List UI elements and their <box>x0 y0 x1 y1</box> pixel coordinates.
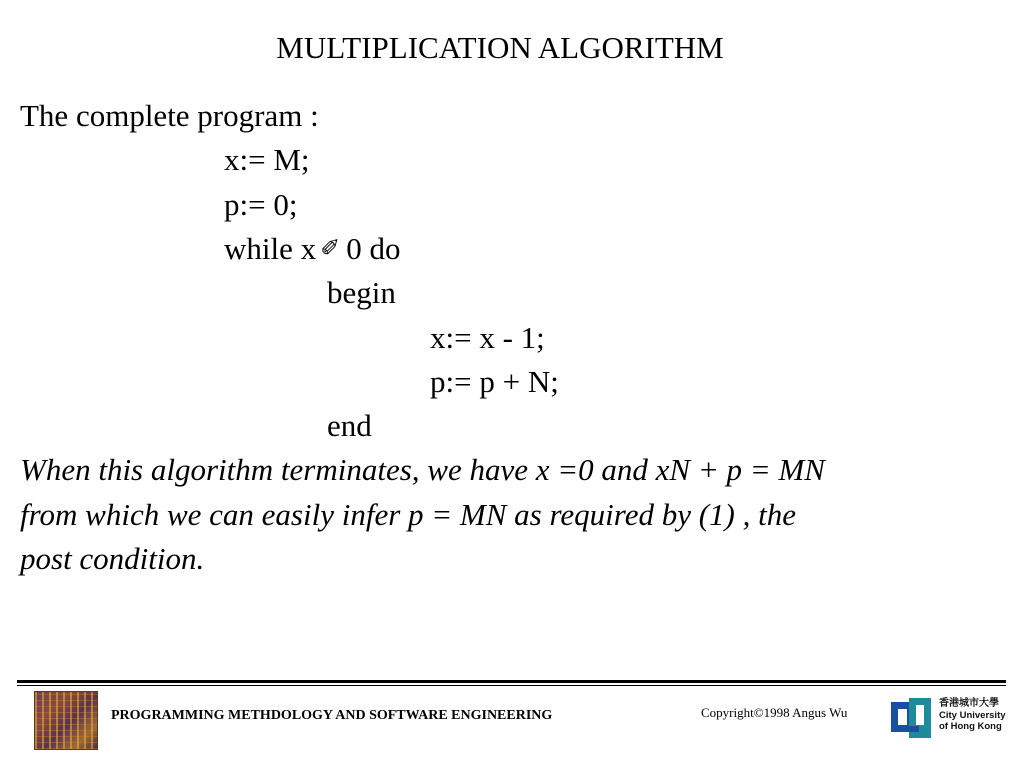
logo-wordmark <box>939 698 1006 732</box>
code-line-while <box>224 229 400 269</box>
program-intro: The complete program : <box>20 98 319 133</box>
course-title: PROGRAMMING METHDOLOGY AND SOFTWARE ENGINEERING <box>111 708 553 723</box>
while-condition-end: 0 do <box>346 231 401 266</box>
conclusion-line-2: from which we can easily infer p = MN as required by (1) , the <box>20 497 796 532</box>
while-keyword: while x <box>224 231 317 266</box>
footer-divider-thick <box>17 680 1006 683</box>
city-university-logo <box>889 696 1013 742</box>
code-line-x-assign: x:= M; <box>224 142 310 177</box>
code-line-p-assign: p:= 0; <box>224 187 298 222</box>
code-line-begin: begin <box>327 275 396 310</box>
copyright-notice: Copyright©1998 Angus Wu <box>701 705 848 720</box>
code-line-accumulate: p:= p + N; <box>430 364 559 399</box>
logo-english-line-2: of Hong Kong <box>939 721 1002 732</box>
code-line-end: end <box>327 408 372 443</box>
circuit-chip-image <box>34 691 98 750</box>
code-line-decrement: x:= x - 1; <box>430 320 545 355</box>
logo-chinese-name: 香港城市大學 <box>939 698 999 709</box>
conclusion-line-1: When this algorithm terminates, we have x =0 and xN + p = MN <box>20 452 825 487</box>
footer-divider-thin <box>17 685 1006 686</box>
slide-title: MULTIPLICATION ALGORITHM <box>276 30 724 65</box>
cityu-emblem-icon <box>889 696 935 742</box>
pencil-icon: ✐ <box>320 236 341 262</box>
conclusion-line-3: post condition. <box>20 541 205 576</box>
logo-english-line-1: City University <box>939 710 1006 721</box>
